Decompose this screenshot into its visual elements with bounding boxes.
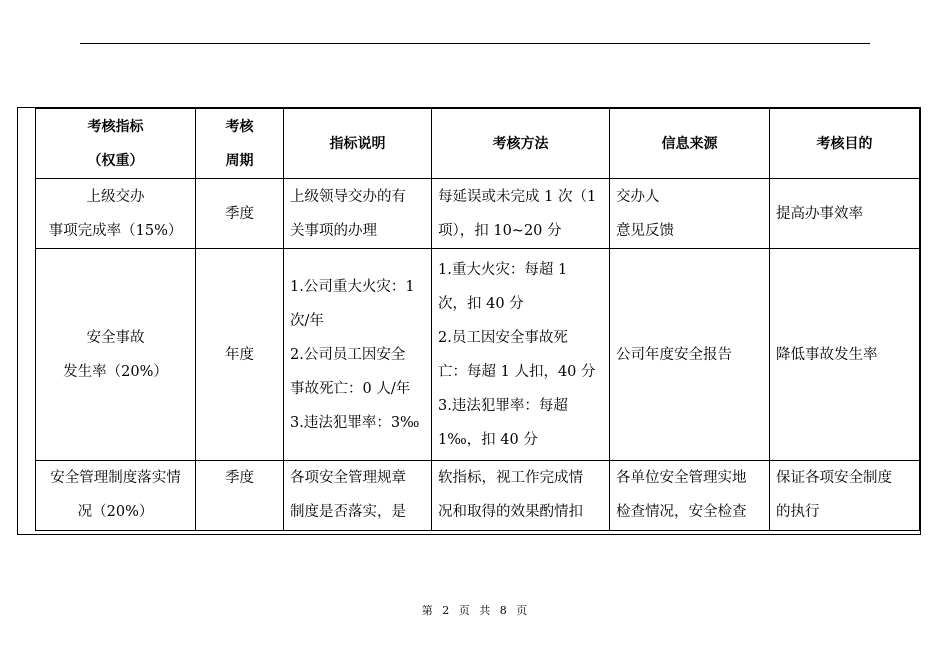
kpi-table [35,108,920,531]
cell-indicator [36,179,196,249]
text-line: 况和取得的效果酌情扣 [438,504,583,520]
text-line: 1‰，扣 40 分 [438,431,538,448]
cell-clip [42,461,189,529]
text-line: 3.违法犯罪率：每超 [438,397,568,414]
text-line: 况（20%） [77,504,154,520]
header-indicator-line1: 考核指标 [87,118,144,135]
header-period [196,109,284,179]
text-line: 次/年 [290,312,324,329]
cell-purpose: 提高办事效率 [770,179,920,249]
table-header-row [36,109,920,179]
cell-description [284,179,432,249]
cell-clip [438,461,603,529]
text-line: 关事项的办理 [290,222,377,239]
text-line: 各项安全管理规章 [290,470,406,486]
text-line: 的执行 [776,504,820,520]
cell-purpose [770,461,920,531]
text-line: 意见反馈 [616,222,674,239]
header-source: 信息来源 [610,109,770,179]
text-line: 次，扣 40 分 [438,295,524,312]
text-line: 1.公司重大火灾：1 [290,278,415,295]
cell-period: 季度 [196,461,284,531]
text-line: 每延误或未完成 1 次（1 [438,188,597,205]
cell-period: 季度 [196,179,284,249]
header-purpose: 考核目的 [770,109,920,179]
text-line: 3.违法犯罪率：3‰ [290,414,420,431]
header-method: 考核方法 [432,109,610,179]
text-line: 事故死亡：0 人/年 [290,380,411,397]
text-line: 软指标，视工作完成情 [438,470,583,486]
text-line: 交办人 [616,188,660,205]
cell-description [284,249,432,461]
cell-method [432,249,610,461]
cell-source [610,179,770,249]
cell-clip [616,461,763,529]
text-line: 保证各项安全制度 [776,470,892,486]
page-footer [0,602,950,618]
header-indicator [36,109,196,179]
footer-total-word: 页 [516,604,529,617]
footer-total-label: 共 [479,604,492,617]
table-row [36,179,920,249]
cell-purpose: 降低事故发生率 [770,249,920,461]
text-line: 检查情况，安全检查 [616,504,747,520]
cell-method [432,461,610,531]
cell-method [432,179,610,249]
footer-page-current: 2 [442,604,451,617]
text-line: 2.公司员工因安全 [290,346,406,363]
text-line: 发生率（20%） [63,363,168,380]
text-line: 上级交办 [86,188,145,205]
cell-indicator [36,461,196,531]
header-description: 指标说明 [284,109,432,179]
text-line: 安全管理制度落实情 [50,470,181,486]
cell-clip [290,461,425,529]
table-row [36,461,920,531]
cell-description [284,461,432,531]
header-period-line1: 考核 [225,118,254,135]
table-row [36,249,920,461]
cell-source [610,461,770,531]
footer-page-total: 8 [499,604,508,617]
cell-period: 年度 [196,249,284,461]
text-line: 安全事故 [86,329,145,346]
text-line: 上级领导交办的有 [290,188,406,205]
text-line: 项），扣 10~20 分 [438,222,562,239]
text-line: 2.员工因安全事故死 [438,329,568,346]
text-line: 1.重大火灾：每超 1 [438,261,568,278]
header-period-line2: 周期 [225,152,254,169]
text-line: 各单位安全管理实地 [616,470,747,486]
footer-page-word: 页 [458,604,471,617]
cell-indicator [36,249,196,461]
footer-page-label: 第 [421,604,434,617]
text-line: 事项完成率（15%） [48,222,183,239]
text-line: 制度是否落实，是 [290,504,406,520]
cell-clip [776,461,913,529]
header-indicator-line2: （权重） [87,152,144,169]
cell-source: 公司年度安全报告 [610,249,770,461]
text-line: 亡：每超 1 人扣，40 分 [438,363,596,380]
header-rule [80,43,870,44]
